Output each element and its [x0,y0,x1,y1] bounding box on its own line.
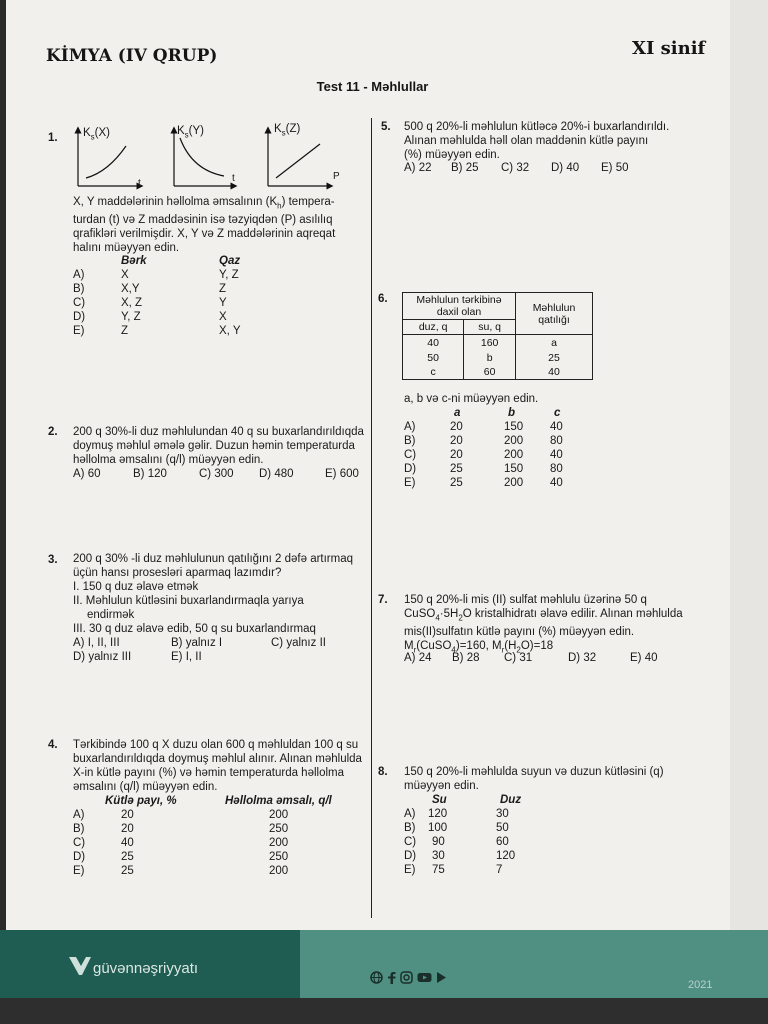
q3-options [73,636,326,664]
q2-option-d[interactable]: D) 480 [259,468,294,480]
q6-option-d[interactable]: D) 25 150 80 [404,463,563,475]
q4-option-e[interactable]: E) 25 200 [73,865,289,877]
q2-options [73,467,359,481]
q4-text: Tərkibində 100 q X duzu olan 600 q məhluldan 100 q su buxarlandırıldıqda doymuş məhlul alınır. Alınan məhlulda X-in kütlə payını (%) və həmin temperaturda həllolma əmsalını (q/l) müəyyən edin. [73,739,362,793]
scan-background [0,998,768,1024]
q4-option-a[interactable]: A) 20 200 [73,809,289,821]
grade-label: XI sinif [632,38,706,59]
q4-option-c[interactable]: C) 40 200 [73,837,289,849]
q4-option-b[interactable]: B) 20 250 [73,823,289,835]
q6-options: a b c A) 20 150 40 B) 20 200 80 C) 20 200 40 D) 25 150 80 E) 25 200 40 [404,407,563,489]
q6-cell: 60 [464,365,516,380]
q6-option-e[interactable]: E) 25 200 40 [404,477,563,489]
q4-option-d[interactable]: D) 25 250 [73,851,289,863]
q1-number: 1. [48,132,58,144]
q3-option-d[interactable]: D) yalnız III [73,651,132,663]
q7-option-a[interactable]: A) 24 [404,652,432,664]
q2-option-e[interactable]: E) 600 [325,468,359,480]
graph-z-axis-label: P [333,171,340,182]
q7-text: 150 q 20%-li mis (II) sulfat məhlulu üzərinə 50 q $CuSO_4\cdot 5H_2O$ kristalhidratı əlavə edilir. Alınan məhlulda mis(II)sulfatın kütlə payını (%) müəyyən edin. $M_r(CuSO_4)=160$, $M_r(H_2O)=18$ [404,594,683,655]
q2-option-c[interactable]: C) 300 [199,468,234,480]
q1-text: X, Y maddələrinin həllolma əmsalının $(K_h)$ tempera- turdan (t) və Z maddəsinin isə təzyiqdən (P) asılılıq qrafikləri verilmişdir. X, Y və Z maddələrinin aqreqat halını müəyyən edin. [73,196,336,255]
graph-y-axis-label: t [232,173,235,184]
q8-option-c[interactable]: C) 90 60 [404,836,509,848]
q6-header-concentration: Məhlulun qatılığı [516,293,593,335]
q6-number: 6. [378,293,388,305]
q5-text: 500 q 20%-li məhlulun kütləcə 20%-i buxarlandırıldı. Alınan məhlulda həll olan maddənin kütlə payını (%) müəyyən edin. [404,121,670,161]
q6-header-composition: Məhlulun tərkibinə daxil olan [403,293,516,320]
facebook-icon[interactable] [387,971,396,984]
q7-option-b[interactable]: B) 28 [452,652,480,664]
q7-option-c[interactable]: C) 31 [504,652,533,664]
q1-option-c[interactable]: C) X, Z Y [73,297,227,309]
q6-cell: c [403,365,464,380]
q6-cell: a [516,335,593,351]
q6-cell: 160 [464,335,516,351]
publisher-logo-icon [68,955,92,977]
q7-option-e[interactable]: E) 40 [630,652,658,664]
q6-cell: 50 [403,351,464,365]
q8-text: 150 q 20%-li məhlulda suyun və duzun kütləsini (q) müəyyən edin. [404,766,664,792]
q6-option-b[interactable]: B) 20 200 80 [404,435,563,447]
q4-options: Kütlə payı, % Həllolma əmsalı, q/l A) 20 200 B) 20 250 C) 40 200 D) 25 250 E) 25 200 [73,795,332,877]
q8-option-a[interactable]: A) 120 30 [404,808,509,820]
subject-title: KİMYA (IV QRUP) [46,46,218,66]
q6-cell: 40 [403,335,464,351]
youtube-icon[interactable] [417,971,432,984]
q5-option-a[interactable]: A) 22 [404,162,432,174]
q1-graphs [68,124,368,192]
q3-option-e[interactable]: E) I, II [171,651,202,663]
edition-year: 2021 [688,979,713,991]
test-title: Test 11 - Məhlullar [316,79,429,94]
q3-text: 200 q 30% -li duz məhlulunun qatılığını 2 dəfə artırmaq üçün hansı prosesləri aparmaq lazımdır? I. 150 q duz əlavə etmək II. Məhlulun kütləsini buxarlandırmaqla yarıya endirmək III. 30 q duz əlavə edib, 50 q su buxarlandırmaq [73,553,354,635]
graph-x-axis-label: t [138,178,141,189]
q6-option-c[interactable]: C) 20 200 40 [404,449,563,461]
publisher-name: güvənnəşriyyatı [93,960,199,977]
q3-option-a[interactable]: A) I, II, III [73,637,120,649]
q6-sub-salt: duz, q [403,320,464,335]
q8-options: Su Duz A) 120 30 B) 100 50 C) 90 60 D) 30 120 E) 75 7 [404,794,522,876]
q3-option-c[interactable]: C) yalnız II [271,637,326,649]
q5-option-b[interactable]: B) 25 [451,162,479,174]
q6-cell: 40 [516,365,593,380]
q2-option-a[interactable]: A) 60 [73,468,101,480]
q2-number: 2. [48,426,58,438]
q5-option-e[interactable]: E) 50 [601,162,629,174]
q5-option-c[interactable]: C) 32 [501,162,530,174]
q7-option-d[interactable]: D) 32 [568,652,597,664]
q5-number: 5. [381,121,391,133]
q4-number: 4. [48,739,58,751]
q7-options [404,651,658,665]
q5-options [404,161,629,175]
q8-number: 8. [378,766,388,778]
web-icon[interactable] [370,971,383,984]
q5-option-d[interactable]: D) 40 [551,162,580,174]
q1-option-e[interactable]: E) Z X, Y [73,325,241,337]
graph-y-label: $K_s(Y)$ [177,125,205,140]
q6-prompt: a, b və c-ni müəyyən edin. [404,393,539,405]
instagram-icon[interactable] [400,971,413,984]
page-right-margin [730,0,768,1024]
q8-option-b[interactable]: B) 100 50 [404,822,509,834]
q1-options: Bərk Qaz A) X Y, Z B) X,Y Z C) X, Z Y D) Y, Z X E) Z X, Y [73,255,241,337]
graph-x-label: $K_s(X)$ [83,127,111,142]
q3-option-b[interactable]: B) yalnız I [171,637,223,649]
q6-cell: 25 [516,351,593,365]
q6-sub-water: su, q [464,320,516,335]
q6-table-wrap [402,292,593,380]
page-left-edge [0,0,6,1024]
q1-option-b[interactable]: B) X,Y Z [73,283,227,295]
q7-number: 7. [378,594,388,606]
q6-cell: b [464,351,516,365]
q3-number: 3. [48,554,58,566]
play-store-icon[interactable] [436,971,447,984]
q2-option-b[interactable]: B) 120 [133,468,167,480]
q6-option-a[interactable]: A) 20 150 40 [404,421,563,433]
q6-table [402,292,593,380]
q1-option-d[interactable]: D) Y, Z X [73,311,227,323]
column-divider [371,118,372,918]
social-icons [370,971,447,984]
q8-option-d[interactable]: D) 30 120 [404,850,516,862]
q2-text: 200 q 30%-li duz məhlulundan 40 q su buxarlandırıldıqda doymuş məhlul əmələ gəlir. Duzun həmin temperaturda həllolma əmsalını (q/l) müəyyən edin. [73,426,364,466]
graph-z-label: $K_s(Z)$ [274,123,301,138]
q8-option-e[interactable]: E) 75 7 [404,864,503,876]
q1-option-a[interactable]: A) X Y, Z [73,269,239,281]
